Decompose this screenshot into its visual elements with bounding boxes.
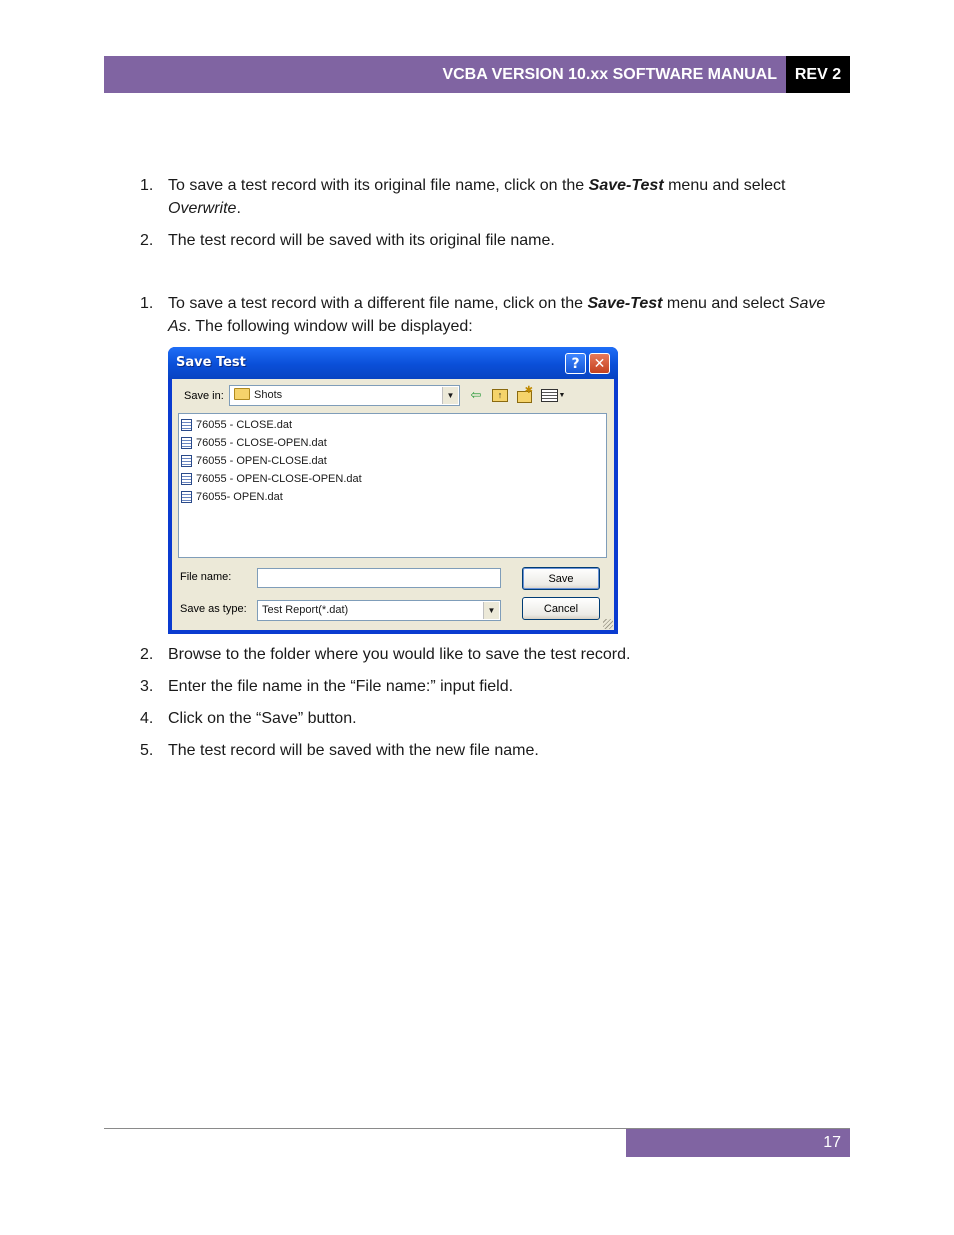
file-name-input[interactable] (257, 568, 501, 588)
overwrite-step-1 (140, 174, 840, 220)
save-as-type-select[interactable] (257, 600, 501, 621)
save-as-type-label: Save as type: (180, 603, 247, 615)
file-icon (181, 419, 192, 431)
step-text: Click on the “Save” button. (168, 710, 357, 727)
save-button[interactable] (522, 567, 600, 590)
file-item[interactable]: 76055 - CLOSE.dat (181, 417, 292, 433)
file-item[interactable]: 76055- OPEN.dat (181, 489, 283, 505)
step-number: 1. (140, 177, 154, 194)
file-icon (181, 455, 192, 467)
step-number: 1. (140, 295, 154, 312)
step-text: To save a test record with a different file name, click on the Save-Test menu and select Save As. The following window will be displayed: (168, 295, 826, 335)
header-revision (786, 56, 850, 93)
folder-icon (234, 388, 250, 400)
saveas-step-5 (140, 739, 840, 762)
up-folder-icon[interactable]: ↑ (491, 387, 509, 403)
file-item[interactable]: 76055 - CLOSE-OPEN.dat (181, 435, 327, 451)
chevron-down-icon: ▼ (483, 602, 499, 619)
file-item[interactable]: 76055 - OPEN-CLOSE-OPEN.dat (181, 471, 362, 487)
file-list[interactable] (178, 413, 607, 558)
step-number: 4. (140, 710, 154, 727)
step-number: 3. (140, 678, 154, 695)
cancel-button-label: Cancel (543, 602, 579, 615)
step-text: Enter the file name in the “File name:” input field. (168, 678, 514, 695)
cancel-button[interactable] (522, 597, 600, 620)
dialog-title: Save Test (176, 355, 246, 370)
saveas-step-1 (140, 292, 840, 338)
menu-name: Save-Test (587, 295, 663, 312)
new-folder-icon[interactable]: ✱ (515, 387, 533, 403)
step-text: To save a test record with its original file name, click on the Save-Test menu and select Overwrite. (168, 177, 786, 217)
menu-option: Overwrite (168, 200, 237, 217)
step-text: The test record will be saved with the new file name. (168, 742, 539, 759)
page-number: 17 (823, 1134, 841, 1151)
file-name-label: File name: (180, 571, 232, 583)
page-number-box (626, 1129, 850, 1157)
header-title-bar (104, 56, 786, 93)
close-icon: ✕ (593, 355, 606, 372)
close-button[interactable] (589, 353, 610, 374)
view-menu-icon[interactable]: ▼ (539, 387, 567, 403)
back-icon[interactable]: ⇦ (470, 387, 482, 402)
save-in-label: Save in: (184, 390, 224, 402)
resize-grip[interactable] (603, 619, 613, 629)
file-item[interactable]: 76055 - OPEN-CLOSE.dat (181, 453, 327, 469)
dialog-title-bar (168, 347, 618, 379)
file-icon (181, 473, 192, 485)
saveas-step-2 (140, 643, 840, 666)
step-text: The test record will be saved with its original file name. (168, 232, 555, 249)
revision-label: REV 2 (794, 65, 842, 83)
save-in-value: Shots (254, 389, 283, 401)
saveas-step-4 (140, 707, 840, 730)
step-text: Browse to the folder where you would like to save the test record. (168, 646, 631, 663)
help-button[interactable] (565, 353, 586, 374)
menu-name: Save-Test (588, 177, 664, 194)
overwrite-step-2 (140, 229, 840, 252)
file-icon (181, 491, 192, 503)
file-icon (181, 437, 192, 449)
save-button-label: Save (548, 572, 574, 585)
save-in-select[interactable] (229, 385, 460, 406)
header-title: VCBA VERSION 10.xx SOFTWARE MANUAL (442, 65, 777, 83)
menu-option: Save As (168, 295, 826, 335)
save-as-type-value: Test Report(*.dat) (262, 604, 349, 616)
help-icon: ? (571, 355, 580, 372)
chevron-down-icon: ▼ (442, 387, 458, 404)
saveas-step-3 (140, 675, 840, 698)
step-number: 2. (140, 232, 154, 249)
step-number: 5. (140, 742, 154, 759)
step-number: 2. (140, 646, 154, 663)
